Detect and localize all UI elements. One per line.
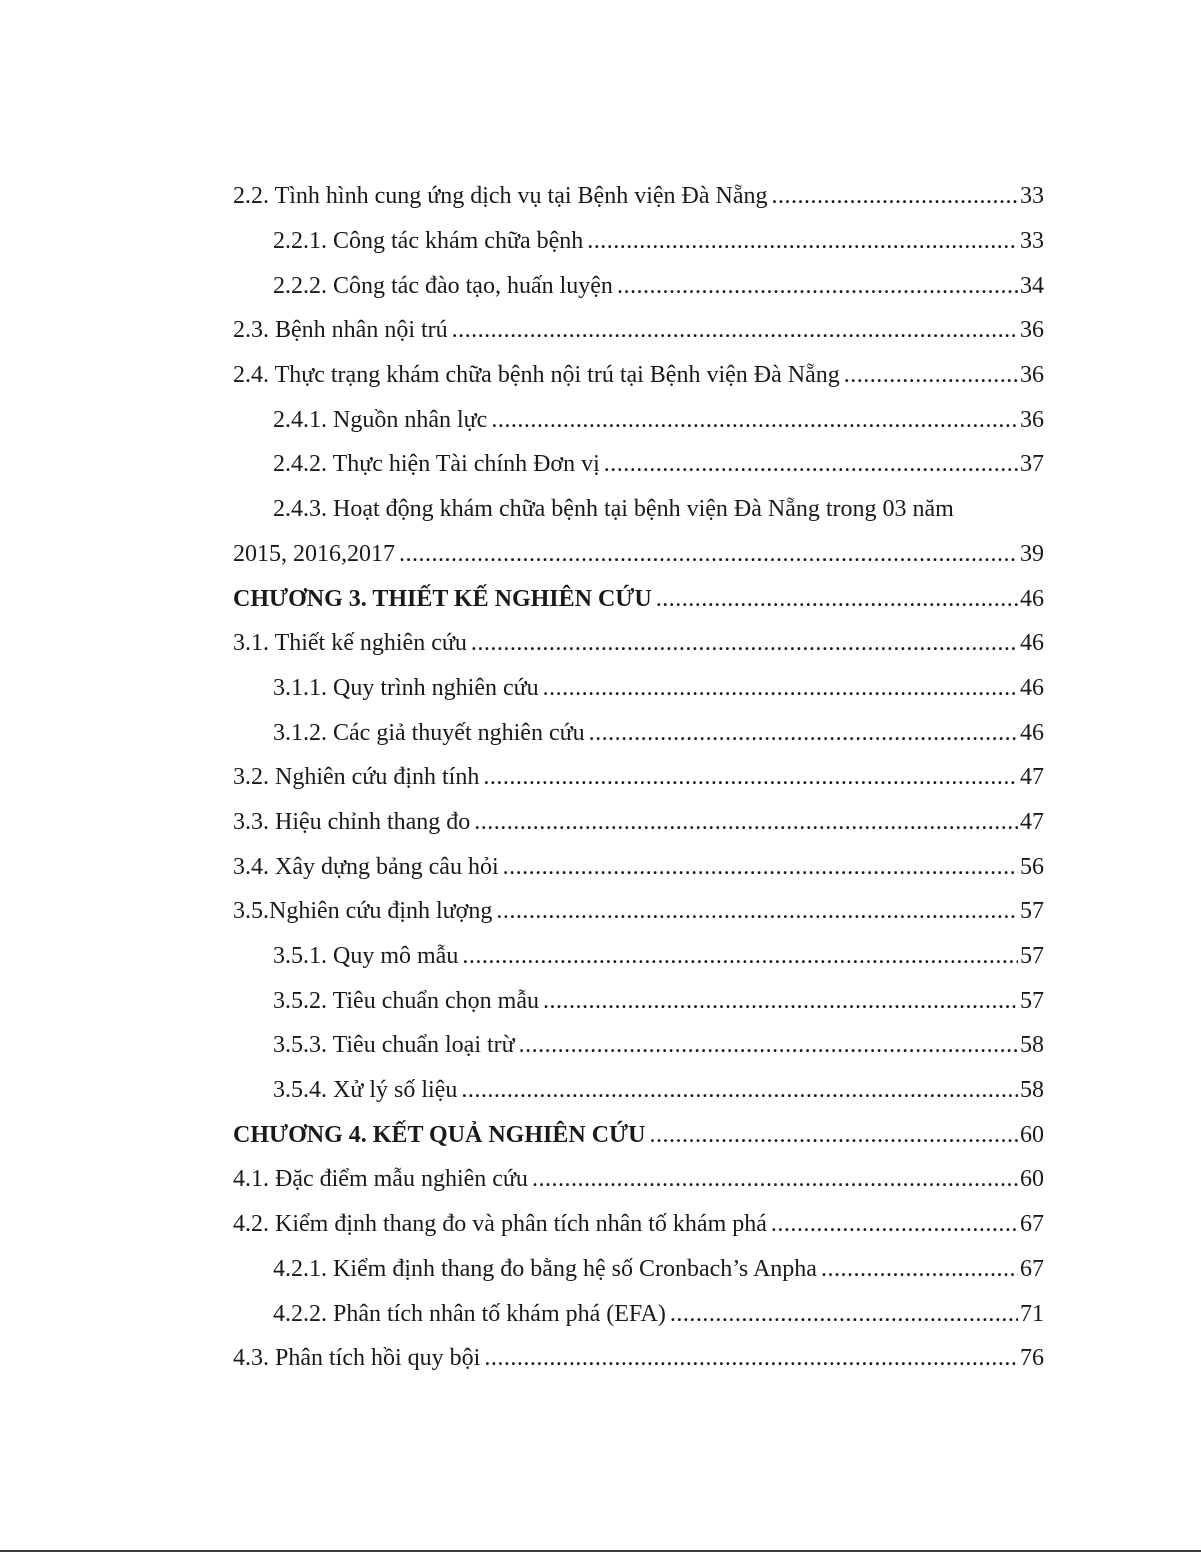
toc-row[interactable] xyxy=(233,397,1044,442)
toc-row[interactable] xyxy=(233,755,1044,800)
toc-row[interactable] xyxy=(233,1291,1044,1336)
toc-dot-leader xyxy=(471,631,1018,655)
toc-page-number: 76 xyxy=(1020,1345,1044,1372)
toc-row[interactable] xyxy=(233,800,1044,845)
toc-page-number: 57 xyxy=(1020,898,1044,925)
toc-entry-title: 4.1. Đặc điểm mẫu nghiên cứu xyxy=(233,1166,528,1193)
toc-entry-title: 3.5.4. Xử lý số liệu xyxy=(273,1077,458,1104)
toc-entry-title: 3.5.Nghiên cứu định lượng xyxy=(233,898,493,925)
toc-row[interactable] xyxy=(233,1023,1044,1068)
toc-page-number: 46 xyxy=(1020,719,1044,746)
toc-row[interactable] xyxy=(233,710,1044,755)
toc-dot-leader xyxy=(399,542,1018,566)
toc-entry-title: 2.4. Thực trạng khám chữa bệnh nội trú tại Bệnh viện Đà Nẵng xyxy=(233,362,840,389)
toc-row[interactable] xyxy=(233,442,1044,487)
toc-entry-title: CHƯƠNG 4. KẾT QUẢ NGHIÊN CỨU xyxy=(233,1121,646,1148)
toc-page-number: 46 xyxy=(1020,674,1044,701)
toc-page-number: 60 xyxy=(1020,1166,1044,1193)
toc-chapter-row[interactable] xyxy=(233,1112,1044,1157)
toc-entry-title: 2.3. Bệnh nhân nội trú xyxy=(233,317,448,344)
toc-dot-leader xyxy=(656,587,1018,611)
toc-page-number: 36 xyxy=(1020,406,1044,433)
toc-dot-leader xyxy=(532,1167,1018,1191)
toc-page-number: 56 xyxy=(1020,853,1044,880)
toc-dot-leader xyxy=(452,318,1018,342)
toc-dot-leader xyxy=(474,810,1018,834)
toc-row[interactable] xyxy=(233,174,1044,219)
toc-entry-title: 4.2.1. Kiểm định thang đo bằng hệ số Cronbach’s Anpha xyxy=(273,1255,817,1282)
toc-entry-title: 3.1.2. Các giả thuyết nghiên cứu xyxy=(273,719,585,746)
toc-dot-leader xyxy=(649,1123,1018,1147)
toc-entry-title: 3.5.2. Tiêu chuẩn chọn mẫu xyxy=(273,987,539,1014)
toc-row[interactable] xyxy=(233,1336,1044,1381)
toc-dot-leader xyxy=(589,721,1018,745)
toc-entry-title: 2.4.1. Nguồn nhân lực xyxy=(273,406,488,433)
toc-dot-leader xyxy=(503,855,1018,879)
toc-entry-title: 3.4. Xây dựng bảng câu hỏi xyxy=(233,853,499,880)
toc-entry-title: 3.5.1. Quy mô mẫu xyxy=(273,943,459,970)
toc-dot-leader xyxy=(462,944,1018,968)
toc-row[interactable] xyxy=(233,1247,1044,1292)
toc-dot-leader xyxy=(771,184,1018,208)
toc-page-number: 34 xyxy=(1020,272,1044,299)
toc-entry-title: 4.2. Kiểm định thang đo và phân tích nhân tố khám phá xyxy=(233,1211,767,1238)
toc-dot-leader xyxy=(670,1302,1018,1326)
toc-row[interactable] xyxy=(233,934,1044,979)
toc-page-number: 33 xyxy=(1020,228,1044,255)
toc-page-number: 46 xyxy=(1020,585,1044,612)
toc-row[interactable] xyxy=(233,219,1044,264)
toc-page-number: 33 xyxy=(1020,183,1044,210)
toc-entry-title: 2.2.1. Công tác khám chữa bệnh xyxy=(273,228,584,255)
toc-entry-title: 2.2.2. Công tác đào tạo, huấn luyện xyxy=(273,272,613,299)
toc-entry-title: 3.2. Nghiên cứu định tính xyxy=(233,764,480,791)
toc-page-number: 47 xyxy=(1020,764,1044,791)
toc-dot-leader xyxy=(844,363,1018,387)
toc-dot-leader xyxy=(484,1346,1018,1370)
toc-row[interactable] xyxy=(233,1157,1044,1202)
toc-page-number: 36 xyxy=(1020,317,1044,344)
toc-entry-title: 2.2. Tình hình cung ứng dịch vụ tại Bệnh viện Đà Nẵng xyxy=(233,183,768,210)
toc-page-number: 46 xyxy=(1020,630,1044,657)
toc-page-number: 67 xyxy=(1020,1255,1044,1282)
toc-entry-title: 2015, 2016,2017 xyxy=(233,540,395,567)
toc-page-number: 39 xyxy=(1020,540,1044,567)
toc-row[interactable] xyxy=(233,353,1044,398)
toc-page-number: 47 xyxy=(1020,808,1044,835)
toc-entry-title: 2.4.3. Hoạt động khám chữa bệnh tại bệnh viện Đà Nẵng trong 03 năm xyxy=(273,496,954,523)
toc-row[interactable] xyxy=(233,621,1044,666)
toc-entry-title: 4.3. Phân tích hồi quy bội xyxy=(233,1345,481,1372)
toc-entry-title: 3.1. Thiết kế nghiên cứu xyxy=(233,630,467,657)
toc-entry-title: 2.4.2. Thực hiện Tài chính Đơn vị xyxy=(273,451,600,478)
toc-entry-title: 3.1.1. Quy trình nghiên cứu xyxy=(273,674,539,701)
toc-page-number: 67 xyxy=(1020,1211,1044,1238)
toc-row[interactable] xyxy=(233,889,1044,934)
toc-row[interactable] xyxy=(233,1068,1044,1113)
toc-row[interactable] xyxy=(233,487,1044,532)
toc-page-number: 36 xyxy=(1020,362,1044,389)
toc-dot-leader xyxy=(617,274,1018,298)
toc-dot-leader xyxy=(543,989,1018,1013)
toc-page-number: 71 xyxy=(1020,1300,1044,1327)
toc-dot-leader xyxy=(604,452,1018,476)
toc-entry-title: 3.3. Hiệu chỉnh thang đo xyxy=(233,808,471,835)
toc-row[interactable] xyxy=(233,1202,1044,1247)
toc-dot-leader xyxy=(519,1033,1018,1057)
toc-page-number: 58 xyxy=(1020,1032,1044,1059)
toc-page-number: 60 xyxy=(1020,1121,1044,1148)
toc-row[interactable] xyxy=(233,263,1044,308)
toc-entry-title: CHƯƠNG 3. THIẾT KẾ NGHIÊN CỨU xyxy=(233,585,652,612)
toc-page-number: 57 xyxy=(1020,987,1044,1014)
toc-dot-leader xyxy=(771,1212,1018,1236)
toc-row[interactable] xyxy=(233,532,1044,577)
toc-page-number: 58 xyxy=(1020,1077,1044,1104)
toc-row[interactable] xyxy=(233,666,1044,711)
toc-dot-leader xyxy=(461,1078,1018,1102)
toc-page-number: 37 xyxy=(1020,451,1044,478)
toc-dot-leader xyxy=(543,676,1018,700)
table-of-contents xyxy=(233,174,1044,1381)
toc-dot-leader xyxy=(587,229,1018,253)
toc-chapter-row[interactable] xyxy=(233,576,1044,621)
toc-row[interactable] xyxy=(233,978,1044,1023)
page-bottom-rule xyxy=(0,1550,1201,1552)
toc-row[interactable] xyxy=(233,844,1044,889)
toc-row[interactable] xyxy=(233,308,1044,353)
toc-entry-title: 3.5.3. Tiêu chuẩn loại trừ xyxy=(273,1032,515,1059)
toc-entry-title: 4.2.2. Phân tích nhân tố khám phá (EFA) xyxy=(273,1300,666,1327)
toc-dot-leader xyxy=(483,765,1018,789)
toc-dot-leader xyxy=(821,1257,1018,1281)
toc-page-number: 57 xyxy=(1020,943,1044,970)
toc-dot-leader xyxy=(491,408,1018,432)
toc-dot-leader xyxy=(496,899,1018,923)
